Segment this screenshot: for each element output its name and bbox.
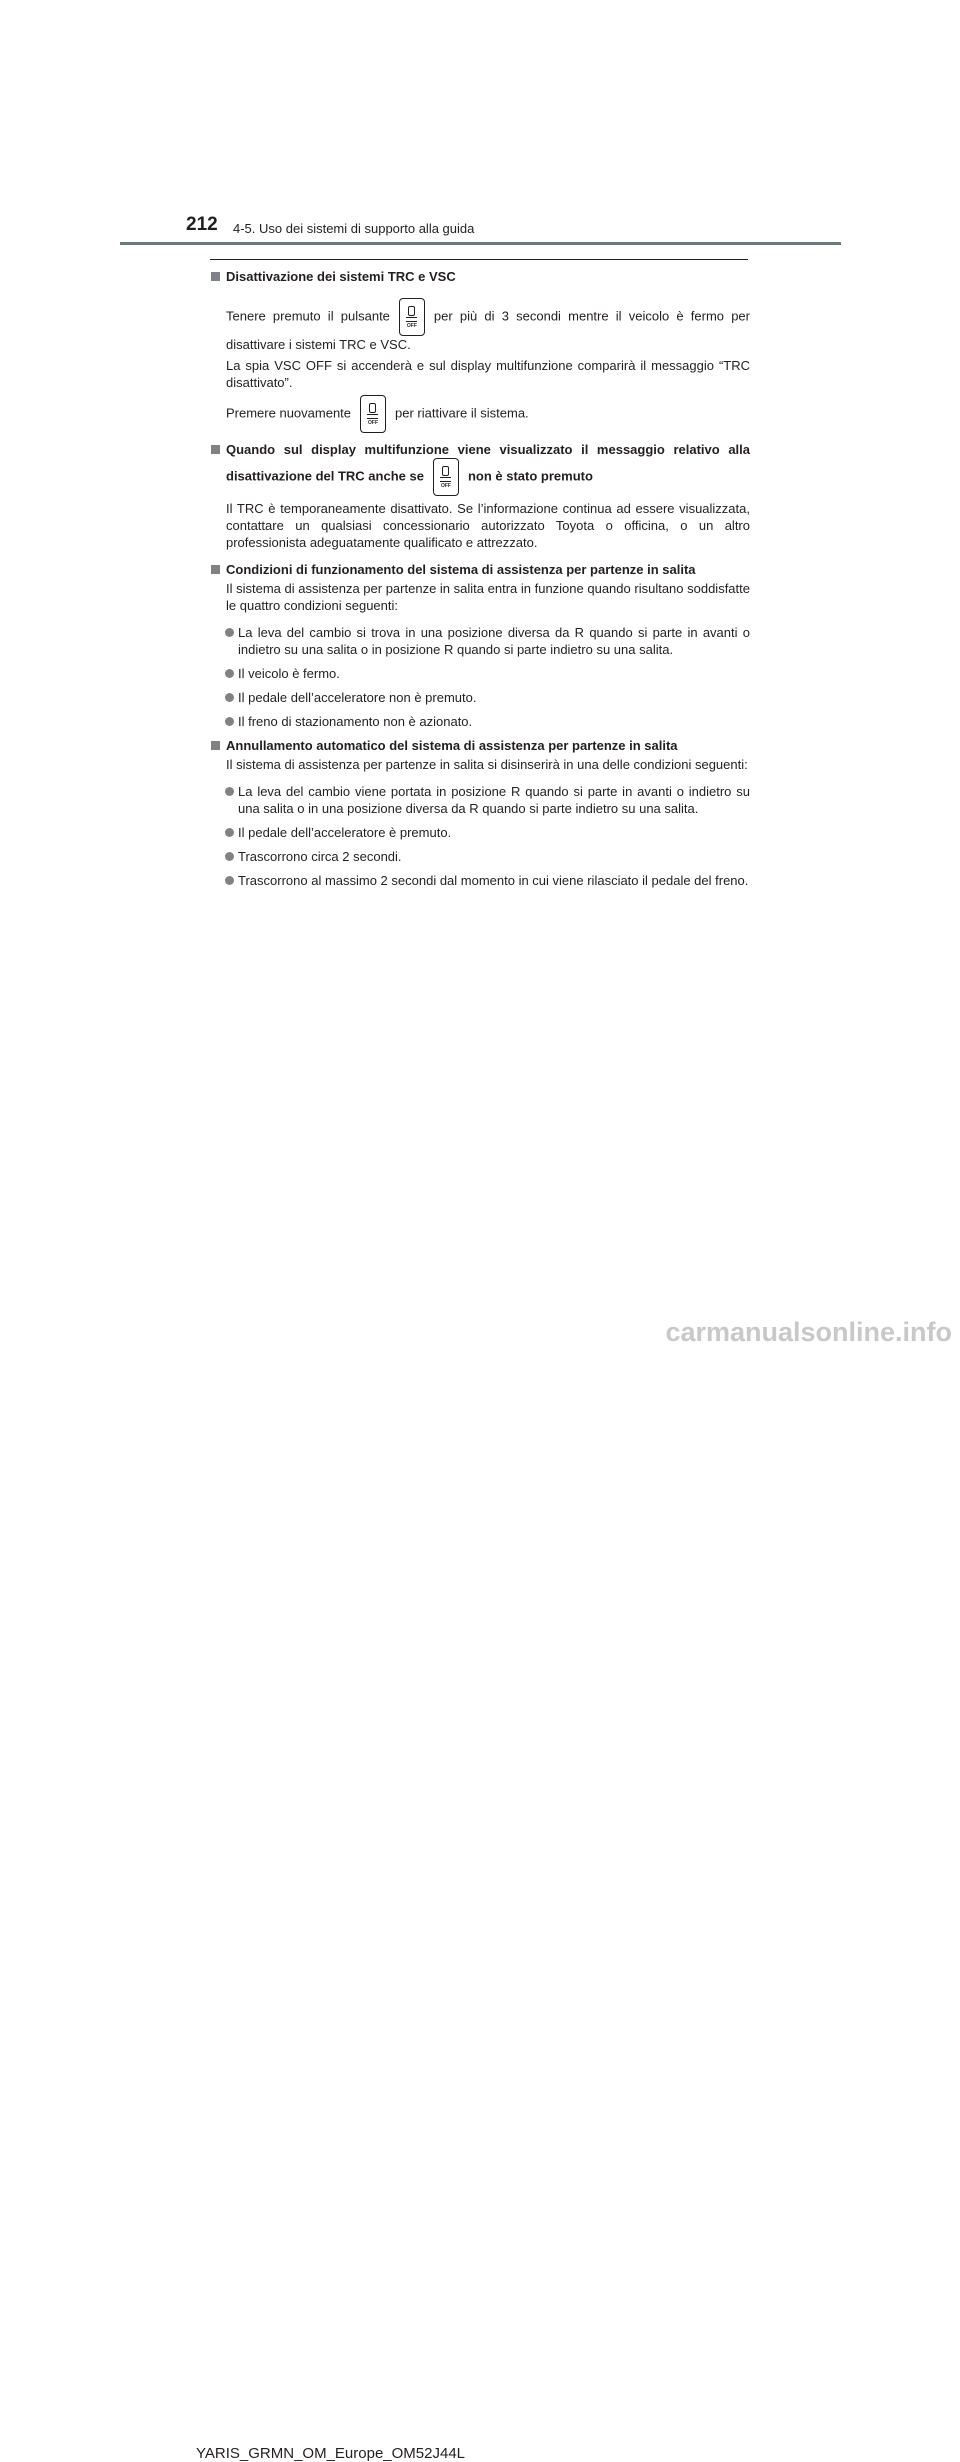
vsc-off-button-icon: OFF (433, 458, 459, 496)
list-item: Trascorrono al massimo 2 secondi dal momento in cui viene rilasciato il pedale del freno. (210, 872, 750, 889)
list-item: Il freno di stazionamento non è azionato. (210, 713, 750, 730)
round-bullet-icon (225, 828, 234, 837)
vsc-off-button-icon: OFF (399, 298, 425, 336)
section-title: 4-5. Uso dei sistemi di supporto alla guida (233, 221, 475, 236)
list-item: Il pedale dell’acceleratore non è premuto. (210, 689, 750, 706)
round-bullet-icon (225, 628, 234, 637)
paragraph-hill-start-intro: Il sistema di assistenza per partenze in salita entra in funzione quando risultano soddisfatte le quattro condizioni seguenti: (226, 581, 750, 613)
page-header (0, 0, 960, 250)
paragraph-vsc-off-indicator: La spia VSC OFF si accenderà e sul display multifunzione comparirà il messaggio “TRC disattivato”. (226, 358, 750, 390)
round-bullet-icon (225, 693, 234, 702)
square-bullet-icon (211, 741, 220, 750)
paragraph-trc-temporary: Il TRC è temporaneamente disattivato. Se l’informazione continua ad essere visualizzata, contattare un qualsiasi concessionario autorizzato Toyota o officina, o un altro professionista adeguatamente qualificato e attrezzato. (226, 501, 750, 550)
paragraph-reactivate: Premere nuovamente OFF per riattivare il sistema. (210, 395, 750, 433)
round-bullet-icon (225, 876, 234, 885)
watermark: carmanualsonline.info (665, 1317, 952, 1347)
square-bullet-icon (211, 445, 220, 454)
round-bullet-icon (225, 669, 234, 678)
list-item: La leva del cambio viene portata in posizione R quando si parte in avanti o indietro su una salita o in una posizione diversa da R quando si parte indietro su una salita. (210, 783, 750, 817)
square-bullet-icon (211, 565, 220, 574)
vsc-off-button-icon: OFF (360, 395, 386, 433)
paragraph-hill-start-cancel-intro: Il sistema di assistenza per partenze in salita si disinserirà in una delle condizioni seguenti: (226, 757, 748, 772)
round-bullet-icon (225, 852, 234, 861)
document-code: YARIS_GRMN_OM_Europe_OM52J44L (196, 2445, 466, 2462)
heading-trc-message: Quando sul display multifunzione viene visualizzato il messaggio relativo alla disattivazione del TRC anche se OFF non è stato premuto (210, 441, 750, 496)
round-bullet-icon (225, 717, 234, 726)
heading-hill-start-conditions: Condizioni di funzionamento del sistema di assistenza per partenze in salita (210, 561, 750, 578)
list-item: Il veicolo è fermo. (210, 665, 750, 682)
round-bullet-icon (225, 787, 234, 796)
list-item: Trascorrono circa 2 secondi. (210, 848, 750, 865)
list-item: La leva del cambio si trova in una posizione diversa da R quando si parte in avanti o indietro su una salita o in posizione R quando si parte indietro su una salita. (210, 624, 750, 658)
list-item: Il pedale dell’acceleratore è premuto. (210, 824, 750, 841)
header-divider (120, 242, 841, 245)
square-bullet-icon (211, 272, 220, 281)
content-divider (210, 259, 748, 260)
heading-disable-trc-vsc: Disattivazione dei sistemi TRC e VSC (210, 268, 750, 285)
paragraph-disable-instructions: Tenere premuto il pulsante OFF per più di 3 secondi mentre il veicolo è fermo per disattivare i sistemi TRC e VSC. (210, 298, 750, 353)
heading-hill-start-cancel: Annullamento automatico del sistema di assistenza per partenze in salita (210, 737, 750, 754)
page-content (210, 268, 750, 896)
page-number: 212 (186, 214, 218, 235)
